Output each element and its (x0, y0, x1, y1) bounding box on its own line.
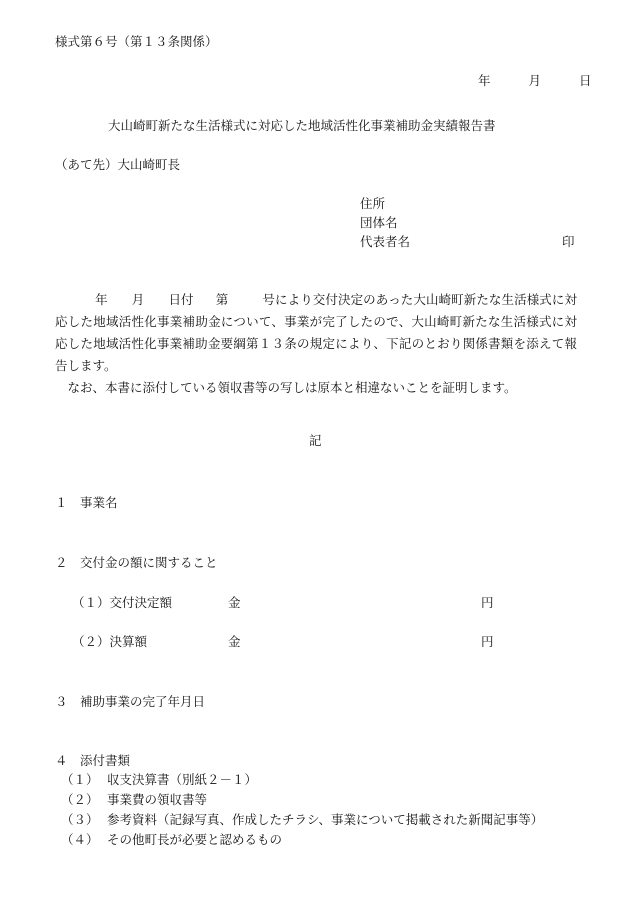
sub-settlement-yen: 円 (481, 634, 494, 649)
body-paragraph-1: 年 月 日付 第 号により交付決定のあった大山崎町新たな生活様式に対応した地域活性化事業補助金について、事業が完了したので、大山崎町新たな生活様式に対応した地域活性化事業補助金要綱第１３条の規定により、下記のとおり関係書類を添えて報告します。 (55, 292, 577, 373)
item-completion-date: ３ 補助事業の完了年月日 (55, 694, 206, 709)
date-day: 日 (578, 73, 592, 88)
date-month: 月 (528, 73, 541, 88)
sub-grant-decision-label: （１）交付決定額 (72, 595, 173, 610)
ki-heading: 記 (309, 433, 322, 448)
sub-settlement-kin: 金 (228, 634, 241, 649)
sub-grant-decision-yen: 円 (481, 595, 494, 610)
sub-grant-decision-kin: 金 (228, 595, 241, 610)
form-label: 様式第６号（第１３条関係） (55, 34, 218, 49)
org-label: 団体名 (360, 215, 398, 230)
attachment-list (55, 770, 543, 850)
addressee: （あて先）大山崎町長 (55, 157, 181, 172)
seal-mark: 印 (562, 234, 575, 249)
address-label: 住所 (360, 196, 386, 211)
body-text (55, 289, 577, 399)
date-line (478, 73, 591, 89)
date-year: 年 (478, 73, 491, 88)
list-item: （４） その他町長が必要と認めるもの (61, 832, 283, 847)
item-subsidy-amount: ２ 交付金の額に関すること (55, 555, 218, 570)
item-attachments: ４ 添付書類 (55, 753, 131, 768)
list-item: （１） 収支決算書（別紙２－１） (61, 772, 258, 787)
list-item: （３） 参考資料（記録写真、作成したチラシ、事業について掲載された新聞記事等） (61, 812, 544, 827)
sub-settlement-label: （２）決算額 (72, 634, 148, 649)
list-item: （２） 事業費の領収書等 (61, 792, 208, 807)
rep-label: 代表者名 (360, 234, 411, 249)
body-paragraph-2: なお、本書に添付している領収書等の写しは原本と相違ないことを証明します。 (67, 380, 517, 395)
document-title: 大山崎町新たな生活様式に対応した地域活性化事業補助金実績報告書 (108, 118, 496, 133)
item-project-name: １ 事業名 (55, 495, 118, 510)
